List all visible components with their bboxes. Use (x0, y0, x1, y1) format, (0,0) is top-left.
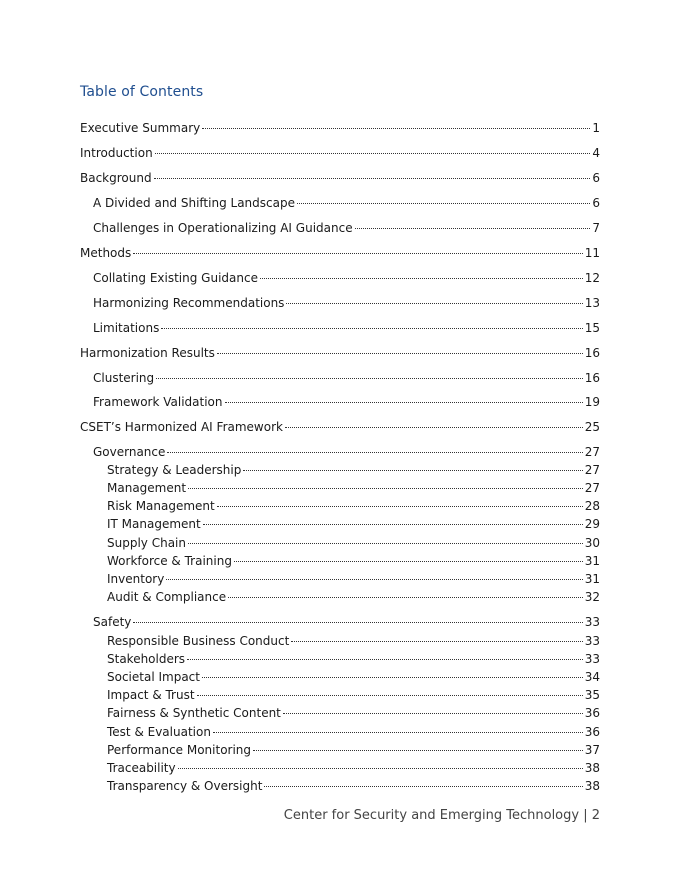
toc-entry-label: Challenges in Operationalizing AI Guidance (93, 221, 353, 235)
toc-entry-page: 12 (584, 271, 600, 285)
toc-entry-label: Executive Summary (80, 121, 201, 135)
toc-entry-page: 37 (584, 743, 600, 757)
toc-entry-label: Performance Monitoring (107, 743, 252, 757)
dot-leader (202, 677, 583, 678)
toc-entry[interactable] (80, 320, 600, 336)
toc-entry-page: 31 (584, 554, 600, 568)
toc-entry-label: CSET’s Harmonized AI Framework (80, 420, 283, 434)
dot-leader (154, 178, 591, 179)
toc-entry-label: Management (107, 481, 187, 495)
toc-entry-page: 7 (592, 221, 600, 235)
toc-entry-label: Governance (93, 445, 166, 459)
toc-entry[interactable] (80, 145, 600, 161)
dot-leader (234, 561, 583, 562)
toc-entry-label: Stakeholders (107, 652, 186, 666)
toc-entry-page: 19 (584, 395, 600, 409)
dot-leader (202, 128, 590, 129)
toc-entry-label: Framework Validation (93, 395, 223, 409)
toc-entry-label: Workforce & Training (107, 554, 232, 568)
toc-entry-page: 38 (584, 761, 600, 775)
toc-entry[interactable] (80, 220, 600, 236)
toc-entry-page: 30 (584, 536, 600, 550)
toc-entry-label: Inventory (107, 572, 165, 586)
toc-entry-page: 15 (584, 321, 600, 335)
dot-leader (243, 470, 582, 471)
page-footer: Center for Security and Emerging Technology | 2 (283, 808, 600, 823)
toc-entry-label: Audit & Compliance (107, 590, 227, 604)
dot-leader (213, 732, 583, 733)
toc-entry[interactable] (80, 498, 600, 514)
toc-entry-page: 16 (584, 346, 600, 360)
dot-leader (260, 278, 583, 279)
toc-entry[interactable] (80, 553, 600, 569)
toc-entry-page: 33 (584, 652, 600, 666)
toc-entry[interactable] (80, 394, 600, 410)
toc-entry-label: Risk Management (107, 499, 215, 513)
toc-entry[interactable] (80, 444, 600, 460)
toc-entry-label: Supply Chain (107, 536, 186, 550)
dot-leader (156, 378, 583, 379)
dot-leader (166, 579, 582, 580)
toc-entry[interactable] (80, 535, 600, 551)
toc-entry-label: Methods (80, 246, 132, 260)
toc-entry[interactable] (80, 195, 600, 211)
toc-entry[interactable] (80, 633, 600, 649)
toc-entry-page: 29 (584, 517, 600, 531)
toc-entry-label: Test & Evaluation (107, 725, 211, 739)
toc-entry-page: 28 (584, 499, 600, 513)
toc-entry[interactable] (80, 295, 600, 311)
dot-leader (253, 750, 583, 751)
toc-entry-page: 16 (584, 371, 600, 385)
toc-entry-label: Harmonization Results (80, 346, 215, 360)
dot-leader (161, 328, 582, 329)
toc-entry-page: 38 (584, 779, 600, 793)
dot-leader (187, 659, 583, 660)
dot-leader (133, 253, 582, 254)
dot-leader (283, 713, 583, 714)
toc-entry[interactable] (80, 345, 600, 361)
toc-entry[interactable] (80, 245, 600, 261)
toc-entry[interactable] (80, 589, 600, 605)
dot-leader (264, 786, 582, 787)
toc-entry-page: 32 (584, 590, 600, 604)
toc-entry-page: 33 (584, 634, 600, 648)
toc-entry-page: 6 (592, 196, 600, 210)
dot-leader (133, 622, 582, 623)
toc-entry-label: Harmonizing Recommendations (93, 296, 285, 310)
dot-leader (286, 303, 582, 304)
toc-entry-label: Transparency & Oversight (107, 779, 263, 793)
dot-leader (155, 153, 591, 154)
dot-leader (188, 543, 583, 544)
toc-entry[interactable] (80, 120, 600, 136)
toc-entry-page: 25 (584, 420, 600, 434)
toc-entry-label: Safety (93, 615, 132, 629)
toc-entry-page: 33 (584, 615, 600, 629)
toc-entry-label: Impact & Trust (107, 688, 195, 702)
toc-entry-page: 27 (584, 463, 600, 477)
toc-entry[interactable] (80, 724, 600, 740)
toc-entry[interactable] (80, 419, 600, 435)
dot-leader (188, 488, 583, 489)
dot-leader (217, 506, 583, 507)
dot-leader (297, 203, 590, 204)
toc-heading: Table of Contents (80, 84, 204, 100)
toc-entry[interactable] (80, 742, 600, 758)
toc-entry-page: 31 (584, 572, 600, 586)
toc-entry-page: 34 (584, 670, 600, 684)
toc-entry[interactable] (80, 480, 600, 496)
toc-entry-label: Strategy & Leadership (107, 463, 242, 477)
toc-entry-label: Responsible Business Conduct (107, 634, 290, 648)
toc-entry[interactable] (80, 370, 600, 386)
dot-leader (178, 768, 583, 769)
toc-entry-label: Collating Existing Guidance (93, 271, 258, 285)
dot-leader (285, 427, 583, 428)
toc-entry-label: Introduction (80, 146, 153, 160)
toc-entry-page: 27 (584, 481, 600, 495)
toc-entry-label: Limitations (93, 321, 160, 335)
toc-entry[interactable] (80, 651, 600, 667)
toc-entry[interactable] (80, 170, 600, 186)
toc-entry-label: Traceability (107, 761, 176, 775)
dot-leader (228, 597, 583, 598)
dot-leader (197, 695, 583, 696)
toc-entry[interactable] (80, 516, 600, 532)
dot-leader (225, 402, 583, 403)
dot-leader (167, 452, 582, 453)
toc-entry-page: 1 (592, 121, 600, 135)
toc-entry[interactable] (80, 760, 600, 776)
dot-leader (203, 524, 583, 525)
toc-entry-page: 11 (584, 246, 600, 260)
toc-entry[interactable] (80, 669, 600, 685)
toc-entry[interactable] (80, 270, 600, 286)
toc-entry-page: 4 (592, 146, 600, 160)
toc-entry-page: 13 (584, 296, 600, 310)
toc-entry-page: 35 (584, 688, 600, 702)
dot-leader (217, 353, 583, 354)
toc-entry-label: Fairness & Synthetic Content (107, 706, 281, 720)
toc-entry[interactable] (80, 462, 600, 478)
dot-leader (291, 641, 582, 642)
toc-entry-label: Societal Impact (107, 670, 200, 684)
toc-entry[interactable] (80, 571, 600, 587)
toc-entry-label: Clustering (93, 371, 155, 385)
toc-entry-label: A Divided and Shifting Landscape (93, 196, 295, 210)
dot-leader (355, 228, 591, 229)
toc-entry[interactable] (80, 614, 600, 630)
toc-entry[interactable] (80, 778, 600, 794)
toc-entry[interactable] (80, 705, 600, 721)
toc-entry-label: Background (80, 171, 152, 185)
toc-entry-page: 36 (584, 706, 600, 720)
toc-entry-page: 6 (592, 171, 600, 185)
toc-entry-label: IT Management (107, 517, 201, 531)
toc-entry-page: 36 (584, 725, 600, 739)
toc-entry-page: 27 (584, 445, 600, 459)
toc-entry[interactable] (80, 687, 600, 703)
